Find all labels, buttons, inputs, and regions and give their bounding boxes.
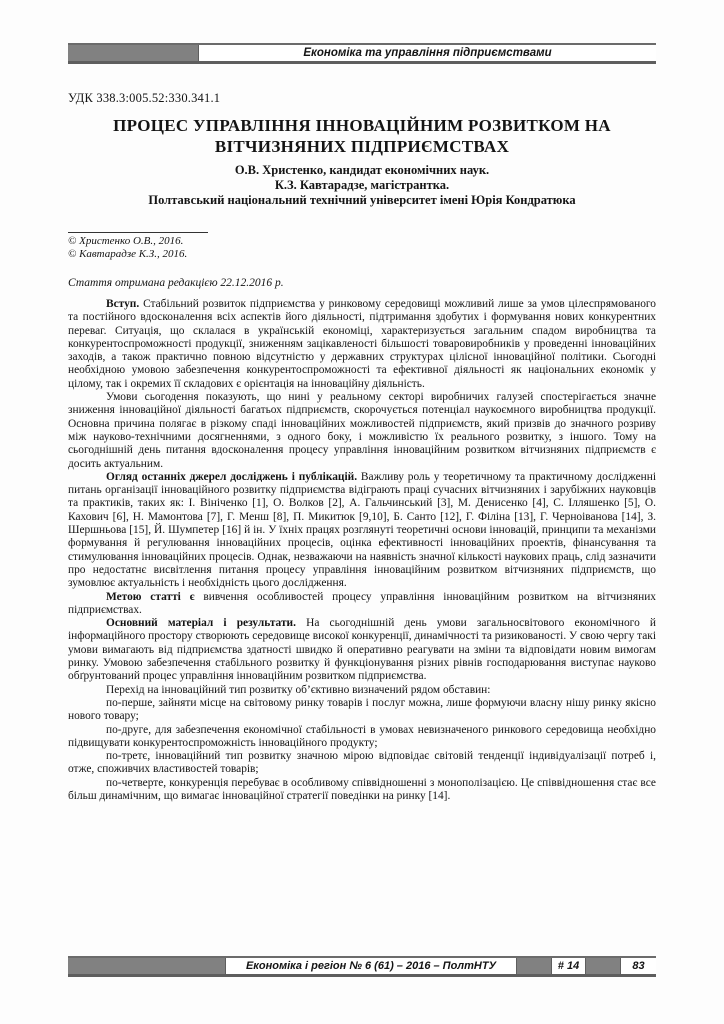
paragraph-text: по-третє, інноваційний тип розвитку значною мірою відповідає світовій тенденції індивідуалізації потреб і, отже, споживчих властивостей товарів; [68, 750, 656, 776]
author-line-1: О.В. Христенко, кандидат економічних наук. [234, 163, 490, 177]
journal-footer-bar [68, 956, 656, 977]
paragraph-text: по-четверте, конкуренція перебуває в особливому співвідношенні з монополізацією. Це співвідношення стає все більш динамічним, що вимагає інноваційної стратегії поведінки на ринку [14]. [68, 776, 656, 802]
paragraph-lead: Метою статті є [106, 590, 195, 603]
footer-gray-block-2 [516, 958, 551, 974]
paragraph-text: вивчення особливостей процесу управління інноваційним розвитком на вітчизняних підприємствах. [68, 590, 656, 616]
paragraph-text: по-друге, для забезпечення економічної стабільності в умовах невизначеного ринкового середовища необхідно підвищувати конкурентоспроможність інноваційного продукту; [68, 723, 656, 749]
copyright-line-1: © Христенко О.В., 2016. [68, 235, 184, 247]
affiliation-line: Полтавський національний технічний університет імені Юрія Кондратюка [148, 193, 576, 207]
copyright-rule [68, 232, 208, 233]
body-paragraph [68, 298, 656, 391]
body-paragraph [68, 391, 656, 471]
journal-footer-title: Економіка і регіон № 6 (61) – 2016 – ПолтНТУ [225, 958, 516, 974]
footer-page-number: 83 [620, 958, 656, 974]
footer-gray-block-3 [585, 958, 620, 974]
body-paragraph [68, 591, 656, 618]
article-body [68, 298, 656, 803]
copyright-line-2: © Кавтарадзе К.З., 2016. [68, 248, 188, 260]
paragraph-lead: Огляд останніх джерел досліджень і публікацій. [106, 470, 358, 483]
body-paragraph [68, 684, 656, 697]
footer-issue-code: # 14 [551, 958, 585, 974]
copyright-block [68, 232, 656, 261]
paragraph-text: Стабільний розвиток підприємства у ринковому середовищі можливий лише за умов цілеспрямованого та постійного вдосконалення всіх аспектів його діяльності, підтримання здобутих і формування нових конкурентних переваг. Ситуація, що склалася в українській економіці, характеризується загальним спадом виробництва та конкурентоспроможності продукції, зниженням зацікавленості більшості товаровиробників у проведенні інноваційних заходів, а також практично повною відсутністю у державних структурах цілісної інноваційної політики. Сьогодні необхідною умовою забезпечення конкурентоспроможності та ефективної діяльності як національних економік у цілому, так і окремих її складових є орієнтація на інноваційну діяльність. [68, 298, 656, 390]
paragraph-text: Умови сьогодення показують, що нині у реальному секторі виробничих галузей спостерігається значне зниження інноваційної діяльності багатьох підприємств, скорочується потенціал наукоємного виробництва продукції. Основна причина полягає в різкому спаді інноваційних можливостей підприємств, який призвів до значного розриву між науково-технічними досягненнями, з одного боку, і можливістю їх реального розвитку, з іншого. Тому на сьогоднішній день питання вдосконалення процесу управління інноваційним розвитком вітчизняних підприємств є досить актуальним. [68, 391, 656, 470]
article-title: ПРОЦЕС УПРАВЛІННЯ ІННОВАЦІЙНИМ РОЗВИТКОМ НА ВІТЧИЗНЯНИХ ПІДПРИЄМСТВАХ [113, 116, 611, 156]
body-paragraph [68, 777, 656, 804]
paragraph-text: Перехід на інноваційний тип розвитку об’єктивно визначений рядом обставин: [106, 683, 491, 696]
paragraph-lead: Вступ. [106, 298, 140, 310]
received-date-line: Стаття отримана редакцією 22.12.2016 р. [68, 277, 284, 289]
body-paragraph [68, 750, 656, 777]
author-line-2: К.З. Кавтарадзе, магістрантка. [274, 178, 450, 192]
body-paragraph [68, 724, 656, 751]
journal-section-title: Економіка та управління підприємствами [198, 45, 656, 61]
footer-gray-block-1 [68, 958, 225, 974]
header-gray-block [68, 45, 198, 61]
journal-header-bar [68, 43, 656, 64]
body-paragraph [68, 617, 656, 683]
paragraph-text: по-перше, зайняти місце на світовому ринку товарів і послуг можна, лише формуючи власну нішу ринку якісно нового товару; [68, 696, 656, 723]
body-paragraph [68, 471, 656, 591]
paragraph-text: На сьогоднішній день умови загальносвітового економічного й інформаційного простору створюють середовище високої конкуренції, динамічності та ризикованості. У свою чергу такі умови вимагають від підприємства здатності швидко й оперативно реагувати на зміни та відповідати новим вимогам ринку. Умовою забезпечення стабільного розвитку й функціонування різних рівнів господарювання виступає науково обґрунтований процес управління інноваційним розвитком підприємства. [68, 617, 656, 683]
body-paragraph [68, 697, 656, 724]
paragraph-lead: Основний матеріал і результати. [106, 617, 296, 630]
paragraph-text: Важливу роль у теоретичному та практичному дослідженні питань організації інноваційного розвитку підприємства відіграють праці сучасних вітчизняних і зарубіжних науковців та практиків, таких як: І. Вініченко [1], О. Волков [2], А. Гальчинський [3], М. Денисенко [4], С. Ілляшенко [5], О. Кахович [6], Н. Мамонтова [7], Г. Менш [8], П. Микитюк [9,10], Б. Санто [12], Г. Філіна [13], Г. Черноіванова [14], З. Шершньова [15], Й. Шумпетер [16] й ін. У їхніх працях розглянуті теоретичні основи інновацій, принципи та механізми формування й регулювання інноваційних процесів, оцінка ефективності інноваційних проектів, фінансування та стимулювання інноваційних процесів. Однак, незважаючи на наявність значної кількості наукових праць, слід зазначити про недостатнє висвітлення питання процесу управління інноваційним розвитком вітчизняних підприємств, що зумовлює актуальність і необхідність цього дослідження. [68, 470, 656, 590]
authors-block [68, 163, 656, 208]
udc-code: УДК 338.3:005.52:330.341.1 [68, 91, 221, 105]
